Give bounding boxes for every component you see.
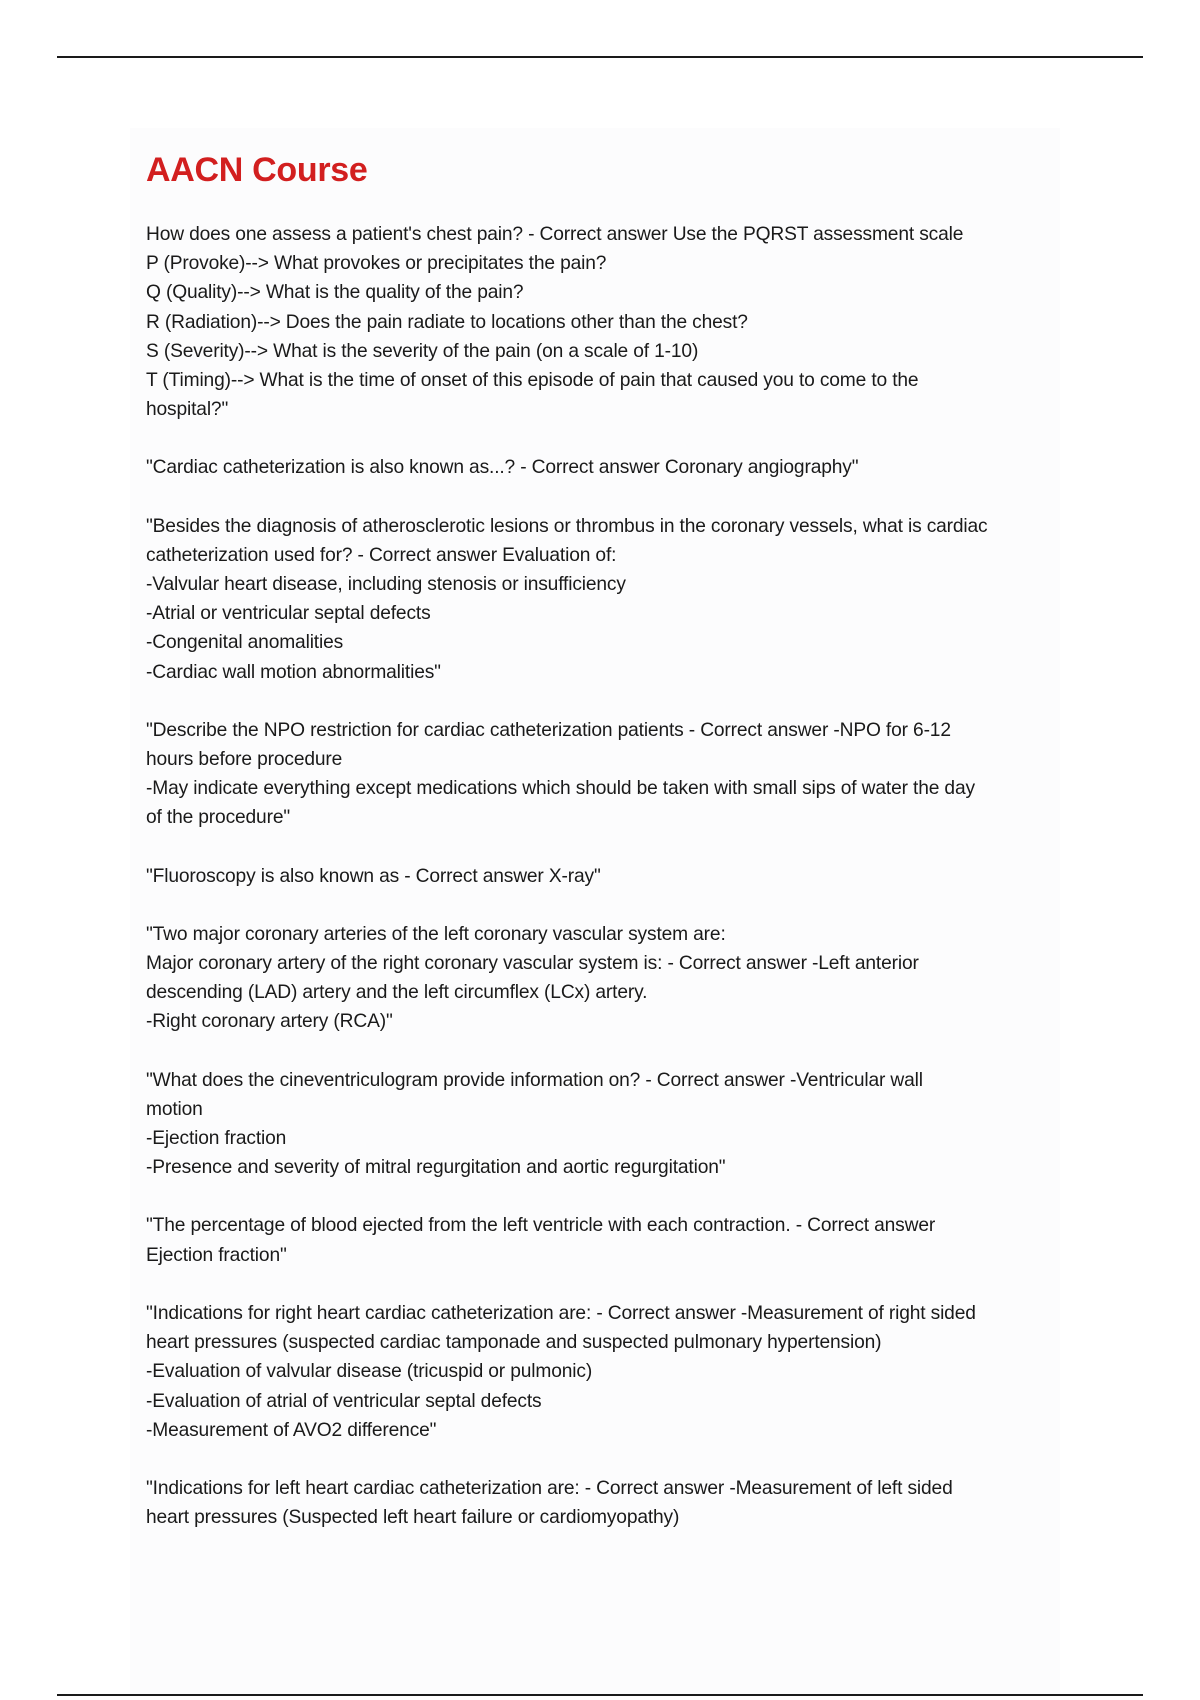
qa-block <box>146 1211 1056 1269</box>
qa-line: -Right coronary artery (RCA)" <box>146 1011 393 1033</box>
qa-line: catheterization used for? - Correct answer Evaluation of: <box>146 544 617 566</box>
qa-line: -Measurement of AVO2 difference" <box>146 1419 437 1441</box>
qa-block <box>146 862 1056 891</box>
qa-line: heart pressures (suspected cardiac tamponade and suspected pulmonary hypertension) <box>146 1332 882 1354</box>
qa-block <box>146 1474 1056 1532</box>
qa-line: "Fluoroscopy is also known as - Correct answer X-ray" <box>146 865 601 887</box>
qa-list <box>146 220 1056 1532</box>
qa-line: -May indicate everything except medications which should be taken with small sips of water the day <box>146 778 975 800</box>
qa-line: P (Provoke)--> What provokes or precipitates the pain? <box>146 253 607 275</box>
qa-line: of the procedure" <box>146 807 290 829</box>
qa-line: -Valvular heart disease, including stenosis or insufficiency <box>146 574 626 596</box>
bottom-rule <box>57 1694 1143 1696</box>
qa-line: Q (Quality)--> What is the quality of the pain? <box>146 282 524 304</box>
qa-line: "Indications for right heart cardiac catheterization are: - Correct answer -Measurement of right sided <box>146 1302 976 1324</box>
qa-block <box>146 1066 1056 1183</box>
qa-line: "Describe the NPO restriction for cardiac catheterization patients - Correct answer -NPO for 6-12 <box>146 719 951 741</box>
qa-line: Ejection fraction" <box>146 1244 287 1266</box>
qa-line: descending (LAD) artery and the left circumflex (LCx) artery. <box>146 982 648 1004</box>
document-content <box>146 148 1056 1561</box>
qa-line: hospital?" <box>146 399 229 421</box>
qa-line: -Presence and severity of mitral regurgitation and aortic regurgitation" <box>146 1157 726 1179</box>
qa-line: heart pressures (Suspected left heart failure or cardiomyopathy) <box>146 1507 680 1529</box>
qa-line: S (Severity)--> What is the severity of the pain (on a scale of 1-10) <box>146 340 699 362</box>
qa-line: How does one assess a patient's chest pain? - Correct answer Use the PQRST assessment scale <box>146 224 964 245</box>
qa-line: hours before procedure <box>146 749 343 771</box>
document-title: AACN Course <box>146 151 368 189</box>
qa-line: Major coronary artery of the right coronary vascular system is: - Correct answer -Left anterior <box>146 953 919 975</box>
qa-line: T (Timing)--> What is the time of onset of this episode of pain that caused you to come to the <box>146 370 919 392</box>
qa-block <box>146 716 1056 833</box>
qa-line: "Cardiac catheterization is also known as...? - Correct answer Coronary angiography" <box>146 457 859 479</box>
top-rule <box>57 56 1143 58</box>
qa-block <box>146 512 1056 687</box>
qa-line: "The percentage of blood ejected from the left ventricle with each contraction. - Correct answer <box>146 1215 936 1237</box>
qa-block <box>146 453 1056 482</box>
qa-line: -Evaluation of valvular disease (tricuspid or pulmonic) <box>146 1361 593 1383</box>
qa-line: -Cardiac wall motion abnormalities" <box>146 661 441 683</box>
qa-line: -Ejection fraction <box>146 1128 287 1150</box>
qa-line: -Evaluation of atrial of ventricular septal defects <box>146 1390 542 1412</box>
qa-block <box>146 1299 1056 1445</box>
qa-line: motion <box>146 1098 203 1120</box>
qa-line: R (Radiation)--> Does the pain radiate to locations other than the chest? <box>146 311 748 333</box>
qa-block <box>146 920 1056 1037</box>
document-page <box>130 128 1060 1694</box>
qa-line: "Besides the diagnosis of atherosclerotic lesions or thrombus in the coronary vessels, what is cardiac <box>146 515 988 537</box>
qa-line: "Two major coronary arteries of the left coronary vascular system are: <box>146 923 726 945</box>
qa-line: -Congenital anomalities <box>146 632 344 654</box>
qa-line: "What does the cineventriculogram provide information on? - Correct answer -Ventricular wall <box>146 1069 923 1091</box>
qa-block <box>146 220 1056 424</box>
qa-line: -Atrial or ventricular septal defects <box>146 603 431 625</box>
qa-line: "Indications for left heart cardiac catheterization are: - Correct answer -Measurement of left sided <box>146 1477 953 1499</box>
